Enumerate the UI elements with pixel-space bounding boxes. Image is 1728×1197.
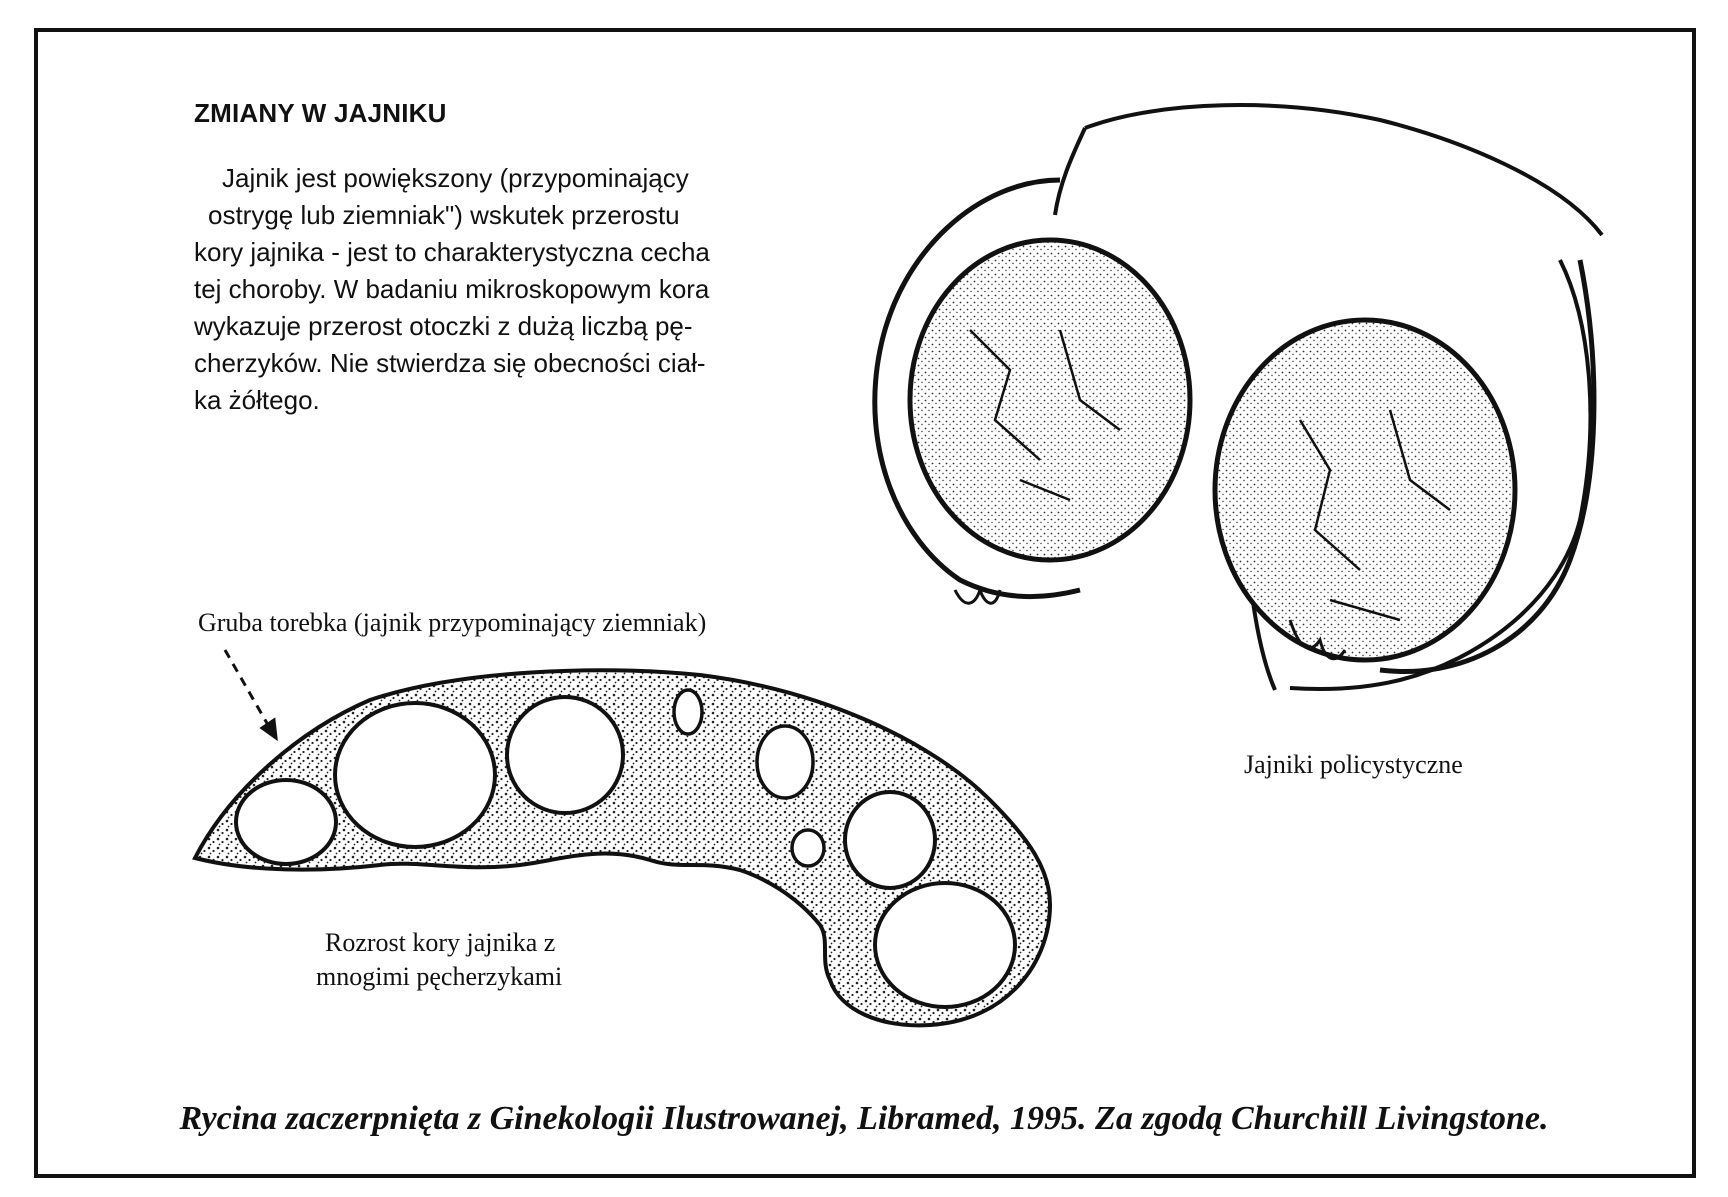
follicle: [792, 830, 824, 866]
figure-caption: Rycina zaczerpnięta z Ginekologii Ilustrowanej, Libramed, 1995. Za zgodą Churchill Livingstone.: [179, 1100, 1549, 1137]
capsule-pointer-arrow: [225, 650, 276, 738]
follicle: [335, 703, 495, 847]
thick-capsule-label: Gruba torebka (jajnik przypominający ziemniak): [198, 608, 707, 637]
cortex-hyperplasia-label-line2: mnogimi pęcherzykami: [316, 962, 563, 991]
follicle: [236, 780, 336, 864]
paragraph-line: wykazuje przerost otoczki z dużą liczbą pę-: [194, 311, 693, 341]
paragraph-line: kory jajnika - jest to charakterystyczna cecha: [194, 237, 710, 267]
paragraph-line: Jajnik jest powiększony (przypominający: [222, 163, 689, 193]
follicle: [757, 726, 813, 798]
follicle: [674, 690, 702, 734]
paragraph-line: ostrygę lub ziemniak") wskutek przerostu: [208, 200, 680, 230]
paragraph-line: tej choroby. W badaniu mikroskopowym kora: [194, 274, 710, 304]
polycystic-ovaries-label: Jajniki policystyczne: [1244, 750, 1463, 779]
follicle: [845, 792, 935, 888]
paragraph-line: cherzyków. Nie stwierdza się obecności ciał-: [194, 348, 706, 378]
follicle: [875, 883, 1015, 1007]
follicle: [507, 697, 623, 813]
cortex-hyperplasia-label-line1: Rozrost kory jajnika z: [325, 928, 556, 957]
section-heading: ZMIANY W JAJNIKU: [194, 98, 447, 128]
polycystic-ovaries-drawing: [875, 105, 1602, 690]
paragraph-line: ka żółtego.: [194, 385, 320, 415]
